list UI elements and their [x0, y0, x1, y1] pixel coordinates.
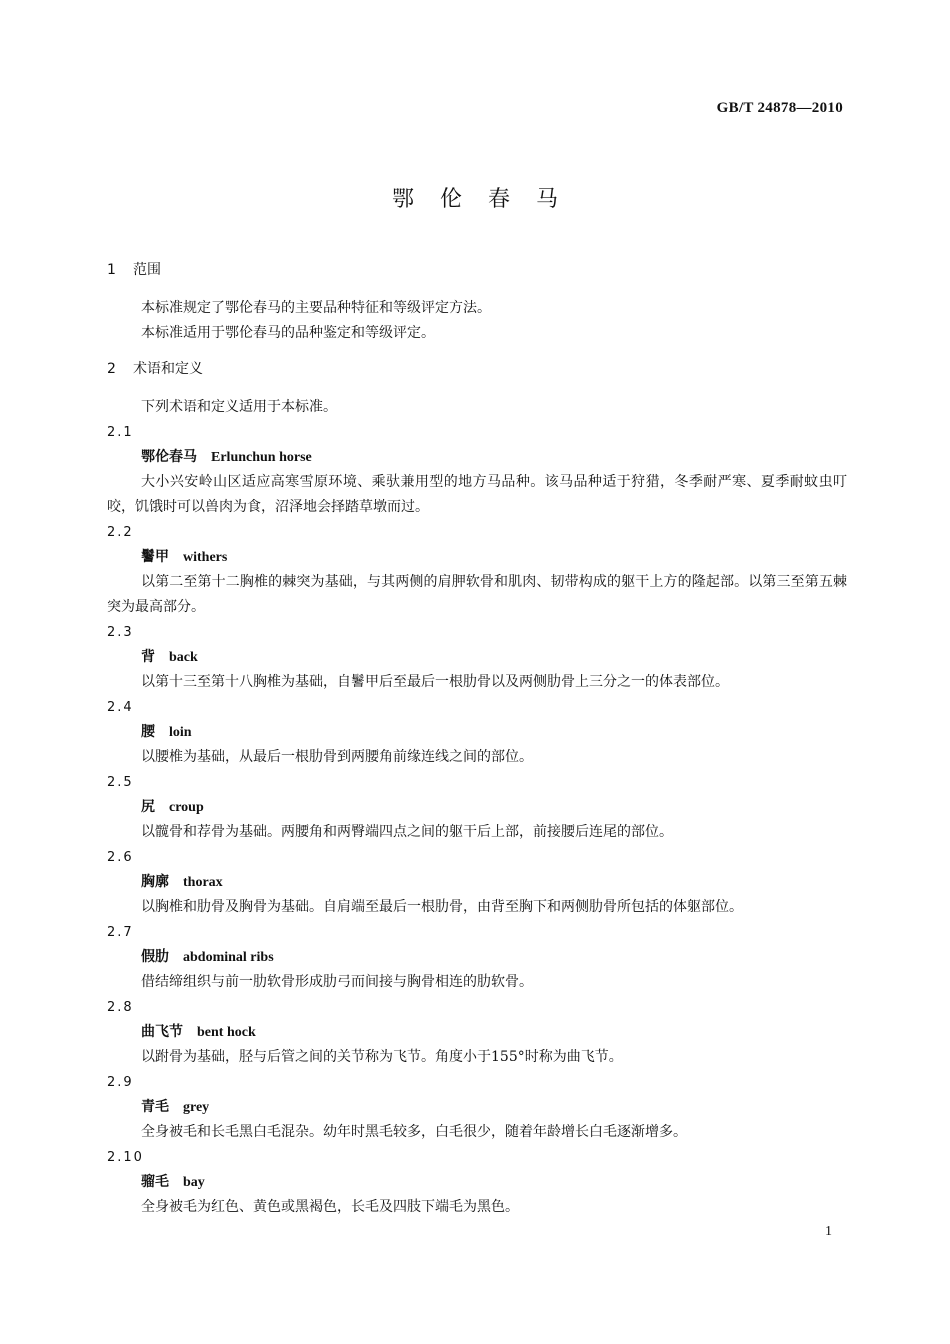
term-chinese: 腰: [141, 724, 155, 740]
term-chinese: 青毛: [141, 1099, 169, 1115]
term-english: bay: [183, 1175, 205, 1190]
section-title: 范围: [133, 262, 161, 278]
term-english: loin: [169, 725, 192, 740]
section-heading-scope: [107, 258, 847, 283]
term-number: 2.5: [107, 775, 134, 790]
document-body: [107, 258, 847, 1220]
standard-code: GB/T 24878—2010: [716, 100, 843, 116]
term-english: back: [169, 650, 198, 665]
term-name: [107, 720, 847, 745]
term-entry: [107, 920, 847, 995]
term-name: [107, 795, 847, 820]
scope-paragraph: 本标准规定了鄂伦春马的主要品种特征和等级评定方法。: [141, 300, 491, 316]
section-number: 1: [107, 262, 116, 278]
term-entry: [107, 1070, 847, 1145]
term-english: grey: [183, 1100, 210, 1115]
term-number: 2.8: [107, 1000, 134, 1015]
term-number: 2.9: [107, 1075, 134, 1090]
page-number: 1: [825, 1224, 832, 1239]
term-chinese: 鄂伦春马: [141, 449, 197, 465]
term-english: abdominal ribs: [183, 950, 274, 965]
term-english: croup: [169, 800, 204, 815]
term-definition: 借结缔组织与前一肋软骨形成肋弓而间接与胸骨相连的肋软骨。: [141, 974, 533, 990]
term-chinese: 背: [141, 649, 155, 665]
term-definition: 以跗骨为基础，胫与后管之间的关节称为飞节。角度小于155°时称为曲飞节。: [141, 1049, 623, 1065]
term-entry: [107, 845, 847, 920]
term-name: [107, 1020, 847, 1045]
term-name: [107, 870, 847, 895]
term-number: 2.6: [107, 850, 134, 865]
terms-intro: 下列术语和定义适用于本标准。: [141, 399, 337, 415]
term-number: 2.3: [107, 625, 134, 640]
term-definition: 以胸椎和肋骨及胸骨为基础。自肩端至最后一根肋骨，由背至胸下和两侧肋骨所包括的体躯部位。: [141, 899, 743, 915]
term-definition: 以第二至第十二胸椎的棘突为基础，与其两侧的肩胛软骨和肌肉、韧带构成的躯干上方的隆起部。以第三至第五棘突为最高部分。: [107, 574, 847, 615]
section-number: 2: [107, 361, 116, 377]
term-chinese: 曲飞节: [141, 1024, 183, 1040]
term-chinese: 尻: [141, 799, 155, 815]
term-english: Erlunchun horse: [211, 450, 312, 465]
section-heading-terms: [107, 357, 847, 382]
term-definition: 以腰椎为基础，从最后一根肋骨到两腰角前缘连线之间的部位。: [141, 749, 533, 765]
term-entry: [107, 520, 847, 620]
term-entry: [107, 420, 847, 520]
term-definition: 全身被毛和长毛黑白毛混杂。幼年时黑毛较多，白毛很少，随着年龄增长白毛逐渐增多。: [141, 1124, 687, 1140]
term-list: [107, 420, 847, 1220]
term-entry: [107, 995, 847, 1070]
term-english: thorax: [183, 875, 223, 890]
term-chinese: 假肋: [141, 949, 169, 965]
term-name: [107, 945, 847, 970]
term-name: [107, 1170, 847, 1195]
term-chinese: 胸廓: [141, 874, 169, 890]
scope-paragraph: 本标准适用于鄂伦春马的品种鉴定和等级评定。: [141, 325, 435, 341]
term-number: 2.10: [107, 1150, 144, 1165]
term-definition: 以第十三至第十八胸椎为基础，自鬐甲后至最后一根肋骨以及两侧肋骨上三分之一的体表部位。: [141, 674, 729, 690]
term-entry: [107, 695, 847, 770]
term-chinese: 鬐甲: [141, 549, 169, 565]
term-number: 2.2: [107, 525, 134, 540]
term-entry: [107, 770, 847, 845]
term-name: [107, 445, 847, 470]
term-definition: 以髋骨和荐骨为基础。两腰角和两臀端四点之间的躯干后上部，前接腰后连尾的部位。: [141, 824, 673, 840]
term-number: 2.4: [107, 700, 134, 715]
term-name: [107, 1095, 847, 1120]
term-entry: [107, 1145, 847, 1220]
term-english: withers: [183, 550, 228, 565]
page-title: 鄂伦春马: [391, 187, 584, 212]
term-english: bent hock: [197, 1025, 256, 1040]
term-chinese: 骝毛: [141, 1174, 169, 1190]
term-entry: [107, 620, 847, 695]
term-definition: 大小兴安岭山区适应高寒雪原环境、乘驮兼用型的地方马品种。该马品种适于狩猎，冬季耐严寒、夏季耐蚊虫叮咬，饥饿时可以兽肉为食，沼泽地会择踏草墩而过。: [107, 474, 847, 515]
term-definition: 全身被毛为红色、黄色或黑褐色，长毛及四肢下端毛为黑色。: [141, 1199, 519, 1215]
term-name: [107, 645, 847, 670]
term-number: 2.7: [107, 925, 134, 940]
term-number: 2.1: [107, 425, 134, 440]
section-title: 术语和定义: [133, 361, 203, 377]
term-name: [107, 545, 847, 570]
